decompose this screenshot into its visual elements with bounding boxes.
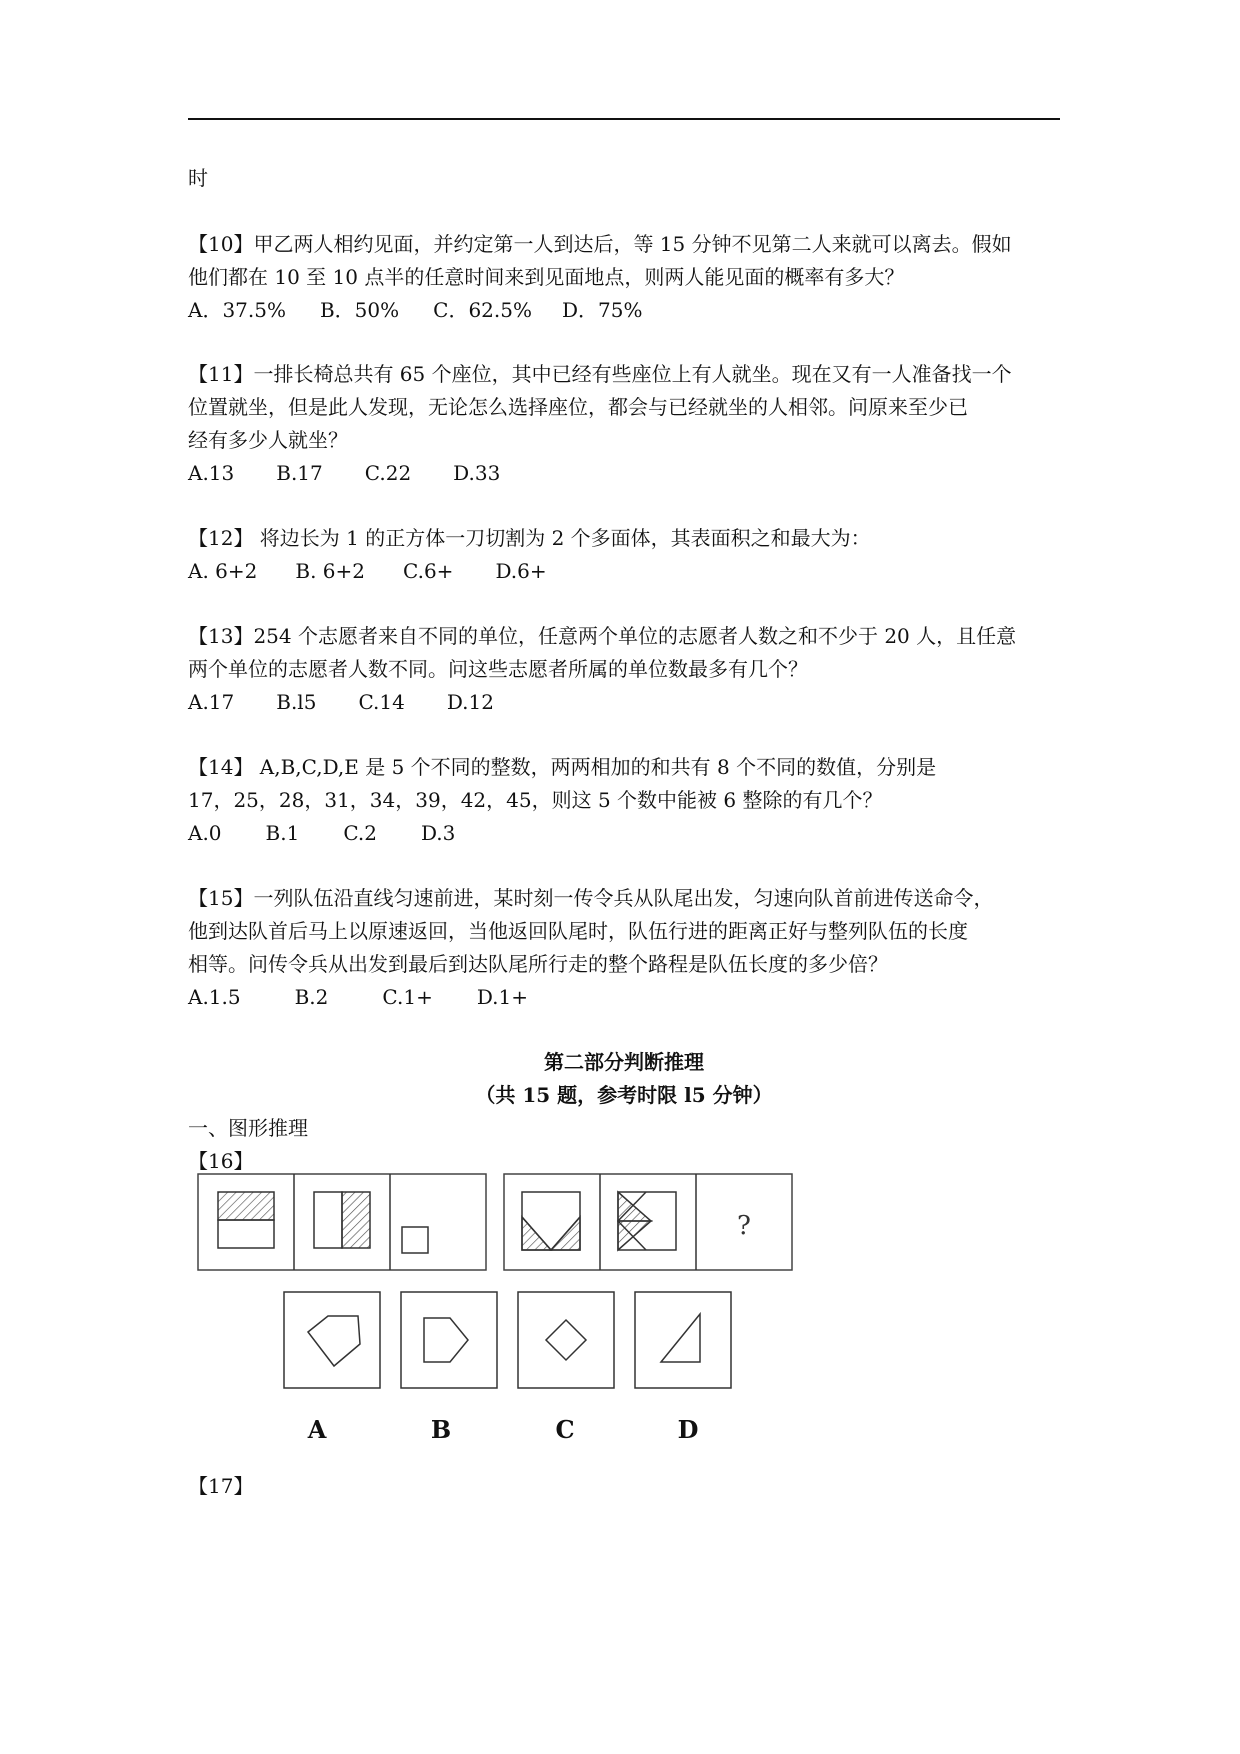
figure-1-hatched-top xyxy=(218,1192,274,1248)
option-a: A.1.5 xyxy=(188,985,241,1009)
choice-c-box[interactable] xyxy=(518,1292,614,1388)
option-c: C.2 xyxy=(343,821,377,845)
choice-a-shape xyxy=(308,1316,360,1366)
section-title: 第二部分判断推理 xyxy=(544,1050,704,1074)
question-10 xyxy=(188,228,1068,327)
choice-d-shape xyxy=(661,1314,700,1362)
option-a: A.13 xyxy=(188,461,235,485)
question-line: 【10】甲乙两人相约见面，并约定第一人到达后，等 15 分钟不见第二人来就可以离去。假如 xyxy=(188,232,1012,256)
choice-a-label: A xyxy=(307,1415,327,1444)
question-line: 【13】254 个志愿者来自不同的单位，任意两个单位的志愿者人数之和不少于 20 人，且任意 xyxy=(188,624,1017,648)
option-c: C.1+ xyxy=(382,985,433,1009)
choice-b-label: B xyxy=(430,1415,452,1444)
question-line: 【15】一列队伍沿直线匀速前进，某时刻一传令兵从队尾出发，匀速向队首前进传送命令， xyxy=(188,886,994,910)
option-b: B.l5 xyxy=(276,690,317,714)
figure-4-v-notch xyxy=(522,1192,580,1250)
option-c: C.14 xyxy=(358,690,405,714)
figure-3-small-square xyxy=(402,1227,428,1253)
question-line: 【12】 将边长为 1 的正方体一刀切割为 2 个多面体，其表面积之和最大为： xyxy=(188,526,871,550)
answer-choices xyxy=(284,1292,731,1388)
choice-b-shape xyxy=(424,1318,468,1362)
option-b: B.1 xyxy=(265,821,300,845)
question-14 xyxy=(188,751,1068,850)
question-13 xyxy=(188,620,1068,719)
options-row xyxy=(188,686,1068,719)
option-a: A．37.5% xyxy=(188,298,286,322)
option-b: B.2 xyxy=(294,985,329,1009)
figure-5-side-notch xyxy=(618,1192,676,1250)
question-line: 相等。问传令兵从出发到最后到达队尾所行走的整个路程是队伍长度的多少倍？ xyxy=(188,952,888,976)
question-15 xyxy=(188,882,1068,1014)
sequence-group-2 xyxy=(504,1174,792,1270)
option-d: D.12 xyxy=(446,690,494,714)
question-17 xyxy=(188,1470,1068,1503)
subsection-heading: 一、图形推理 【16】 xyxy=(188,1112,1068,1178)
question-line: 经有多少人就坐？ xyxy=(188,428,348,452)
option-d: D.1+ xyxy=(476,985,528,1009)
choice-a-box[interactable] xyxy=(284,1292,380,1388)
option-a: A.0 xyxy=(188,821,222,845)
choice-c-shape xyxy=(546,1320,586,1360)
question-line: 他们都在 10 至 10 点半的任意时间来到见面地点，则两人能见面的概率有多大？ xyxy=(188,265,905,289)
option-d: D．75% xyxy=(561,298,643,322)
question-16-label: 【16】 xyxy=(188,1149,254,1173)
question-line: 他到达队首后马上以原速返回，当他返回队尾时，队伍行进的距离正好与整列队伍的长度 xyxy=(188,919,968,943)
options-row xyxy=(188,817,1068,850)
option-d: D.6+ xyxy=(495,559,547,583)
choice-b-box[interactable] xyxy=(401,1292,497,1388)
question-line: 【14】 A,B,C,D,E 是 5 个不同的整数，两两相加的和共有 8 个不同的数值，分别是 xyxy=(188,755,937,779)
header-rule xyxy=(188,118,1060,120)
choice-d-label: D xyxy=(677,1415,699,1444)
question-line: 17，25，28，31，34，39，42，45，则这 5 个数中能被 6 整除的有几个？ xyxy=(188,788,883,812)
continuation-text: 时 xyxy=(188,166,208,190)
figure-svg xyxy=(188,1172,808,1452)
question-mark: ? xyxy=(737,1211,751,1241)
option-d: D.33 xyxy=(453,461,501,485)
options-row xyxy=(188,294,1068,327)
question-line: 【11】一排长椅总共有 65 个座位，其中已经有些座位上有人就坐。现在又有一人准备找一个 xyxy=(188,362,1012,386)
choice-d-box[interactable] xyxy=(635,1292,731,1388)
section-subtitle: （共 15 题，参考时限 l5 分钟） xyxy=(475,1083,773,1107)
option-b: B. 6+2 xyxy=(295,559,365,583)
question-17-label: 【17】 xyxy=(188,1474,254,1498)
question-line: 位置就坐，但是此人发现，无论怎么选择座位，都会与已经就坐的人相邻。问原来至少已 xyxy=(188,395,968,419)
question-16-figure xyxy=(188,1172,808,1456)
figure-2-hatched-right xyxy=(314,1192,370,1248)
option-c: C.6+ xyxy=(403,559,454,583)
option-b: B.17 xyxy=(276,461,323,485)
question-12 xyxy=(188,522,1068,588)
sequence-group-1 xyxy=(198,1174,486,1270)
option-b: B．50% xyxy=(319,298,400,322)
question-11 xyxy=(188,358,1068,490)
choice-c-label: C xyxy=(555,1415,575,1444)
question-line: 两个单位的志愿者人数不同。问这些志愿者所属的单位数最多有几个？ xyxy=(188,657,808,681)
option-c: C.22 xyxy=(364,461,412,485)
options-row xyxy=(188,981,1068,1014)
options-row xyxy=(188,555,1068,588)
option-a: A. 6+2 xyxy=(188,559,258,583)
options-row xyxy=(188,457,1068,490)
option-d: D.3 xyxy=(420,821,456,845)
option-c: C．62.5% xyxy=(433,298,532,322)
option-a: A.17 xyxy=(188,690,235,714)
